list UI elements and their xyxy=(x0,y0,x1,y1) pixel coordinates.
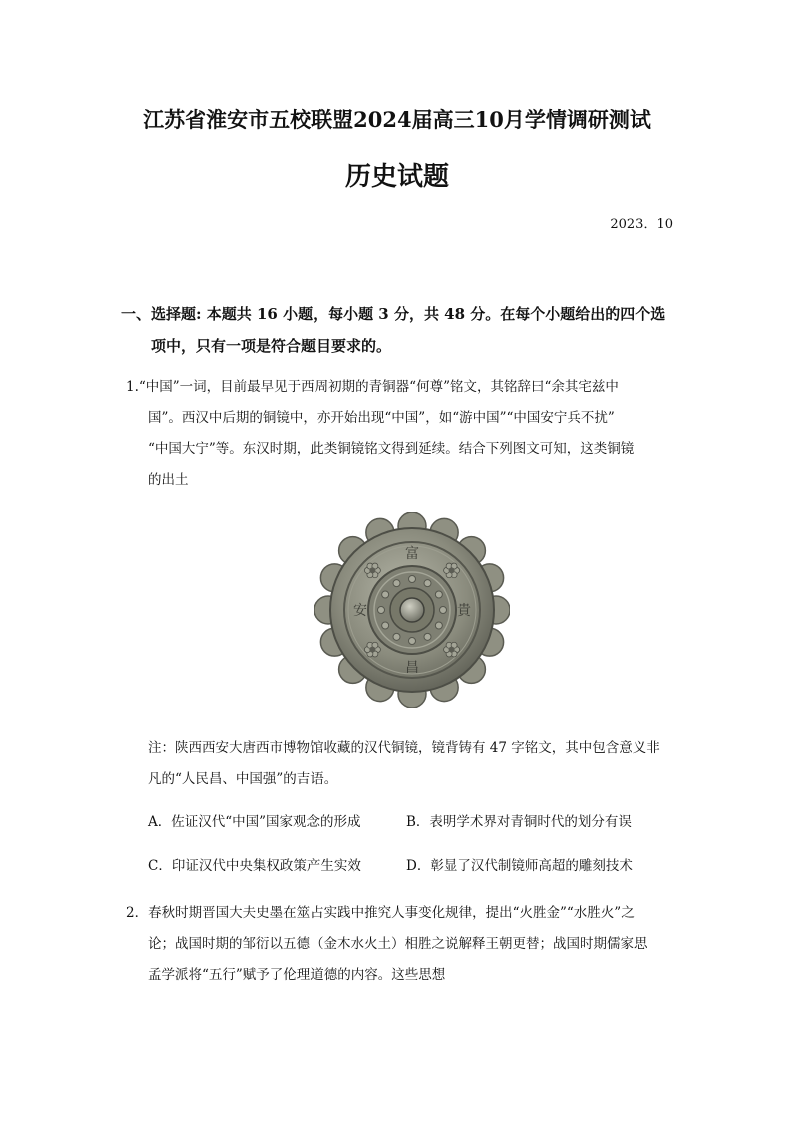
section-instructions xyxy=(121,298,681,362)
bronze-mirror-illustration xyxy=(314,512,510,708)
mirror-boss-stud xyxy=(409,638,416,645)
option-c[interactable]: C．印证汉代中央集权政策产生实效 xyxy=(148,858,361,874)
question-1-line: 1.“中国”一词，目前最早见于西周初期的青铜器“何尊”铭文，其铭辞曰“余其宅兹中 xyxy=(126,379,619,395)
mirror-rosette xyxy=(364,642,380,657)
section-line-1: 一、选择题: 本题共 16 小题，每小题 3 分，共 48 分。在每个小题给出的四个选 xyxy=(121,305,666,323)
mirror-glyph-bottom: 昌 xyxy=(405,660,419,676)
exam-title: 江苏省淮安市五校联盟2024届高三10月学情调研测试 xyxy=(143,107,651,132)
section-line-2: 项中，只有一项是符合题目要求的。 xyxy=(151,337,392,355)
mirror-glyph-right: 貴 xyxy=(457,603,471,619)
mirror-boss-stud xyxy=(440,607,447,614)
mirror-boss-stud xyxy=(393,580,400,587)
question-1-line: 的出土 xyxy=(148,472,189,488)
subject-title: 历史试题 xyxy=(344,162,449,192)
mirror-glyph-left: 安 xyxy=(353,603,367,619)
question-2-line: 2．春秋时期晋国大夫史墨在筮占实践中推究人事变化规律，提出“火胜金”“水胜火”之 xyxy=(126,905,635,921)
question-1-line: 国”。西汉中后期的铜镜中，亦开始出现“中国”，如“游中国”“中国安宁兵不扰” xyxy=(148,410,615,426)
mirror-rosette xyxy=(444,642,460,657)
mirror-boss-stud xyxy=(435,622,442,629)
mirror-glyph-top: 富 xyxy=(405,546,419,562)
mirror-boss-stud xyxy=(424,580,431,587)
mirror-boss-stud xyxy=(378,607,385,614)
question-2-line: 论；战国时期的邹衍以五德（金木水火土）相胜之说解释王朝更替；战国时期儒家思 xyxy=(148,936,648,952)
question-1 xyxy=(126,372,676,496)
exam-date: 2023．10 xyxy=(610,217,673,232)
question-2 xyxy=(126,898,676,991)
mirror-boss-stud xyxy=(435,591,442,598)
option-b[interactable]: B．表明学术界对青铜时代的划分有误 xyxy=(406,814,632,830)
question-1-line: “中国大宁”等。东汉时期，此类铜镜铭文得到延续。结合下列图文可知，这类铜镜 xyxy=(148,441,635,457)
option-d[interactable]: D．彰显了汉代制镜师高超的雕刻技术 xyxy=(406,858,633,874)
mirror-boss-stud xyxy=(382,591,389,598)
figure-note-line: 注：陕西西安大唐西市博物馆收藏的汉代铜镜，镜背铸有 47 字铭文，其中包含意义非 xyxy=(148,740,660,756)
mirror-boss-stud xyxy=(409,576,416,583)
mirror-rosette xyxy=(364,563,380,578)
mirror-boss-stud xyxy=(393,633,400,640)
mirror-rosette xyxy=(444,563,460,578)
option-a[interactable]: A．佐证汉代“中国”国家观念的形成 xyxy=(148,814,361,830)
figure-note-line: 凡的“人民昌、中国强”的吉语。 xyxy=(148,771,338,787)
figure-note xyxy=(148,733,678,795)
question-2-line: 孟学派将“五行”赋予了伦理道德的内容。这些思想 xyxy=(148,967,446,983)
mirror-boss-stud xyxy=(424,633,431,640)
mirror-boss-stud xyxy=(382,622,389,629)
bronze-mirror-image xyxy=(314,512,510,708)
